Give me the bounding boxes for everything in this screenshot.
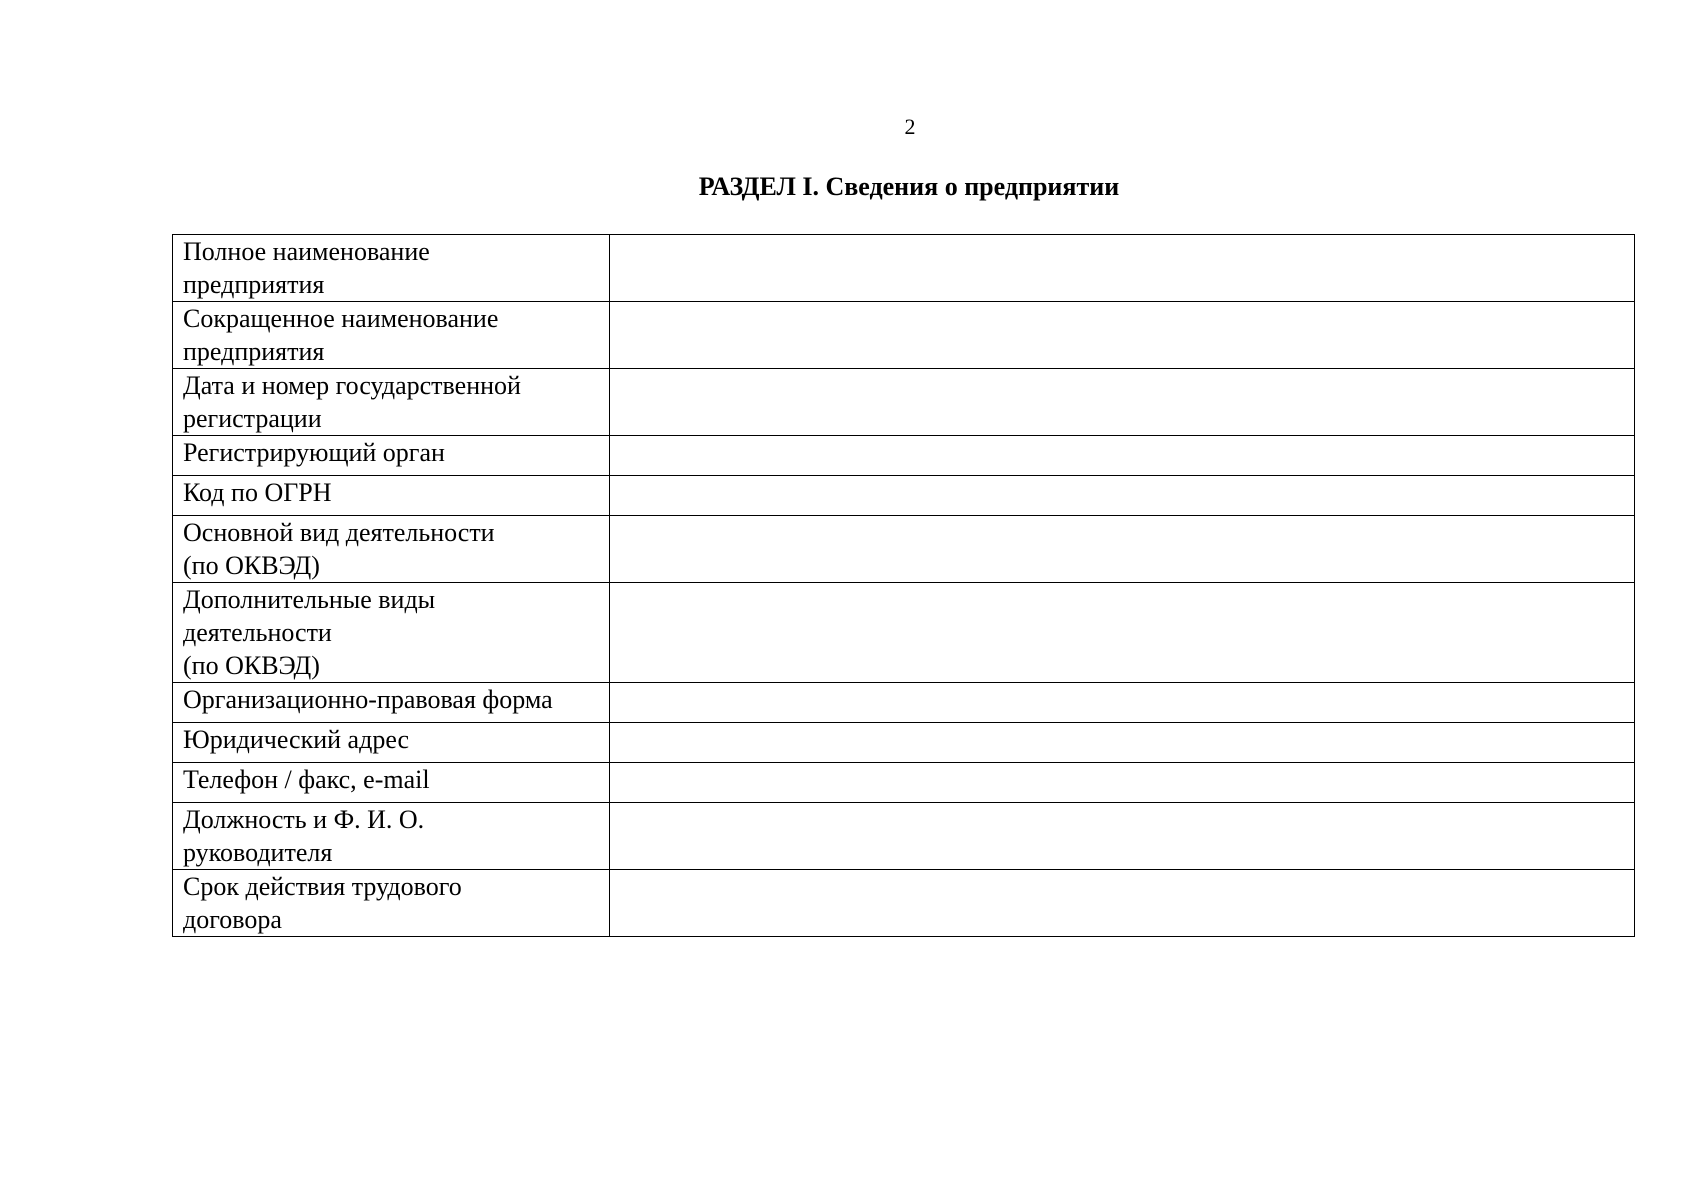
table-row-additional-activities: [173, 583, 1635, 683]
page-number: 2: [904, 114, 916, 139]
label-short-name: Сокращенное наименование предприятия: [173, 302, 610, 369]
section-title: РАЗДЕЛ I. Сведения о предприятии: [698, 172, 1120, 201]
label-full-name: Полное наименование предприятия: [173, 235, 610, 302]
label-contract-term: Срок действия трудового договора: [173, 870, 610, 937]
table-row-contract-term: [173, 870, 1635, 937]
label-contacts: Телефон / факс, e-mail: [173, 763, 610, 803]
label-additional-activities: Дополнительные виды деятельности (по ОКВЭД): [173, 583, 610, 683]
table-row-contacts: [173, 763, 1635, 803]
label-main-activity: Основной вид деятельности (по ОКВЭД): [173, 516, 610, 583]
value-main-activity[interactable]: [610, 516, 1635, 583]
table-row-legal-address: [173, 723, 1635, 763]
value-legal-address[interactable]: [610, 723, 1635, 763]
value-short-name[interactable]: [610, 302, 1635, 369]
table-row-legal-form: [173, 683, 1635, 723]
table-row-registering-body: [173, 436, 1635, 476]
table-row-main-activity: [173, 516, 1635, 583]
value-registering-body[interactable]: [610, 436, 1635, 476]
table-row-short-name: [173, 302, 1635, 369]
label-legal-address: Юридический адрес: [173, 723, 610, 763]
label-ogrn: Код по ОГРН: [173, 476, 610, 516]
table-row-registration: [173, 369, 1635, 436]
table-row-ogrn: [173, 476, 1635, 516]
value-full-name[interactable]: [610, 235, 1635, 302]
label-director: Должность и Ф. И. О. руководителя: [173, 803, 610, 870]
value-additional-activities[interactable]: [610, 583, 1635, 683]
value-legal-form[interactable]: [610, 683, 1635, 723]
table-row-director: [173, 803, 1635, 870]
enterprise-info-table: [172, 234, 1635, 937]
value-registration[interactable]: [610, 369, 1635, 436]
label-registration: Дата и номер государственной регистрации: [173, 369, 610, 436]
value-contacts[interactable]: [610, 763, 1635, 803]
value-ogrn[interactable]: [610, 476, 1635, 516]
value-contract-term[interactable]: [610, 870, 1635, 937]
label-registering-body: Регистрирующий орган: [173, 436, 610, 476]
value-director[interactable]: [610, 803, 1635, 870]
table-row-full-name: [173, 235, 1635, 302]
label-legal-form: Организационно-правовая форма: [173, 683, 610, 723]
